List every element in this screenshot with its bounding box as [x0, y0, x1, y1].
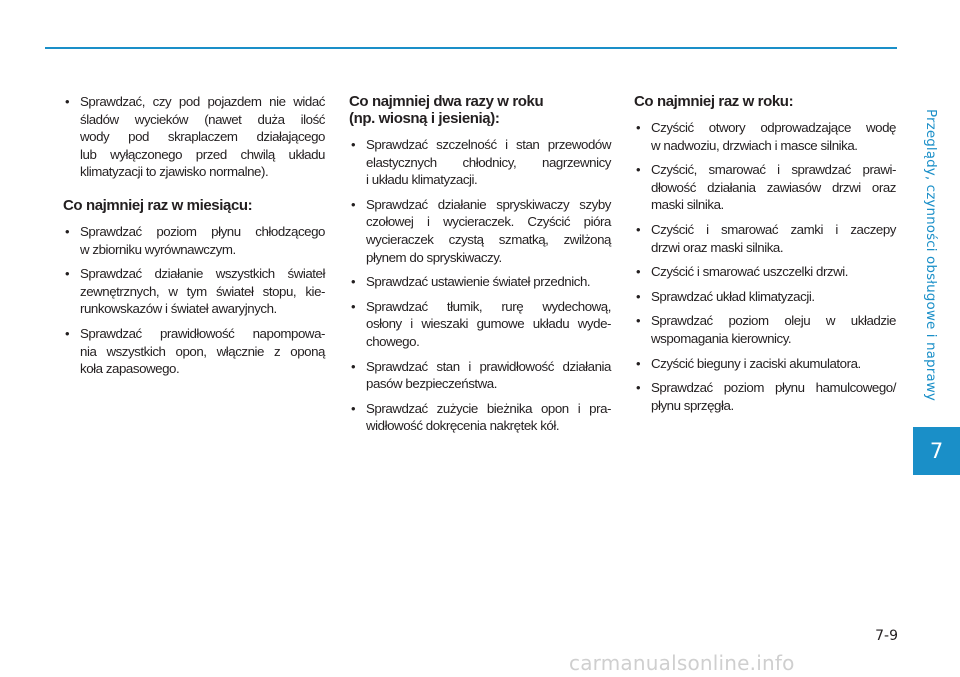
- section-heading-monthly: Co najmniej raz w miesiącu:: [63, 196, 253, 214]
- list-item-line: chowego.: [366, 333, 420, 349]
- list-item: [634, 312, 896, 347]
- list-item-line: śladów wycieków (nawet duża ilość: [80, 111, 325, 127]
- bullet-icon: •: [65, 325, 70, 341]
- list-item-line: Sprawdzać układ klimatyzacji.: [651, 288, 815, 304]
- list-item-line: Czyścić otwory odprowadzające wodę: [651, 120, 896, 135]
- list-item: [63, 223, 325, 258]
- list-item-line: osłony i wieszaki gumowe układu wyde-: [366, 316, 611, 332]
- list-item: [634, 288, 896, 306]
- column-3: [634, 93, 896, 421]
- list-item-line: widłowość dokręcenia nakrętek kół.: [366, 418, 560, 434]
- list-item-line: Sprawdzać ustawienie świateł przednich.: [366, 274, 591, 290]
- list-item: [634, 379, 896, 414]
- list-item-line: Sprawdzać poziom płynu hamulcowego/: [651, 380, 896, 396]
- section-heading-yearly: Co najmniej raz w roku:: [634, 93, 794, 110]
- list-item-line: runkowskazów i świateł awaryjnych.: [80, 301, 277, 317]
- list-item: [349, 358, 611, 393]
- bullet-icon: •: [636, 120, 641, 135]
- bullet-icon: •: [351, 358, 356, 374]
- list-item-line: Czyścić, smarować i sprawdzać prawi-: [651, 162, 896, 178]
- list-item-line: wody pod skraplaczem działającego: [80, 129, 325, 145]
- list-item-line: Czyścić bieguny i zaciski akumulatora.: [651, 355, 861, 371]
- list-item-line: Sprawdzać działanie wszystkich świateł: [80, 266, 325, 282]
- bullet-icon: •: [636, 162, 641, 178]
- list-item-line: Czyścić i smarować zamki i zaczepy: [651, 221, 896, 237]
- list-item: [349, 298, 611, 351]
- heading-line: (np. wiosną i jesienią):: [349, 110, 500, 127]
- list-item: [63, 325, 325, 378]
- bullet-icon: •: [351, 298, 356, 314]
- chapter-title-text: Przeglądy, czynności obsługowe i naprawy: [923, 109, 939, 401]
- list-item-line: Sprawdzać szczelność i stan przewodów: [366, 137, 611, 152]
- list-item-line: płynem do spryskiwaczy.: [366, 249, 502, 265]
- list-item-line: Sprawdzać zużycie bieżnika opon i pra-: [366, 400, 611, 416]
- list-item: [634, 355, 896, 373]
- list-item-line: w nadwoziu, drzwiach i masce silnika.: [651, 137, 858, 153]
- bullet-icon: •: [636, 288, 641, 304]
- list-item-line: elastycznych chłodnicy, nagrzewnicy: [366, 154, 611, 170]
- list-item-line: Sprawdzać poziom oleju w układzie: [651, 313, 896, 329]
- list-item-line: Sprawdzać prawidłowość napompowa-: [80, 325, 325, 341]
- bullet-icon: •: [636, 221, 641, 237]
- top-rule: [45, 47, 897, 49]
- heading-line: Co najmniej dwa razy w roku: [349, 93, 544, 110]
- bullet-icon: •: [351, 137, 356, 152]
- bullet-icon: •: [636, 355, 641, 371]
- list-item-line: klimatyzacji to zjawisko normalne).: [80, 164, 269, 180]
- watermark: carmanualsonline.info: [569, 651, 795, 675]
- list-item: [63, 265, 325, 318]
- list-item-line: Sprawdzać stan i prawidłowość działania: [366, 358, 611, 374]
- list-item-line: płynu sprzęgła.: [651, 397, 734, 413]
- section-heading-twice-yearly: [349, 93, 611, 127]
- bullet-list: [349, 136, 611, 435]
- list-item: [634, 263, 896, 281]
- bullet-icon: •: [351, 400, 356, 416]
- column-1: [63, 93, 325, 385]
- bullet-list: [63, 223, 325, 378]
- list-item-line: maski silnika.: [651, 197, 724, 213]
- list-item-line: pasów bezpieczeństwa.: [366, 376, 497, 392]
- list-item-line: koła zapasowego.: [80, 361, 180, 377]
- page-number: 7-9: [875, 628, 898, 644]
- list-item: [349, 273, 611, 291]
- bullet-list: [63, 93, 325, 181]
- list-item-line: lub wyłączonego przed chwilą układu: [80, 146, 325, 162]
- list-item: [634, 221, 896, 256]
- list-item-line: Czyścić i smarować uszczelki drzwi.: [651, 264, 849, 280]
- list-item: [349, 136, 611, 189]
- list-item-line: zewnętrznych, w tym świateł stopu, kie-: [80, 283, 325, 299]
- list-item-line: dłowość działania zawiasów drzwi oraz: [651, 179, 896, 195]
- list-item-line: czołowej i wycieraczek. Czyścić pióra: [366, 214, 611, 230]
- chapter-side-title: [917, 90, 945, 420]
- list-item: [634, 119, 896, 154]
- bullet-icon: •: [351, 196, 356, 212]
- bullet-list: [634, 119, 896, 414]
- list-item-line: nia wszystkich opon, włącznie z oponą: [80, 343, 325, 359]
- list-item: [634, 161, 896, 214]
- bullet-icon: •: [65, 266, 70, 282]
- list-item-line: wspomagania kierownicy.: [651, 330, 792, 346]
- bullet-icon: •: [636, 313, 641, 329]
- chapter-number: 7: [929, 439, 944, 463]
- list-item: [349, 400, 611, 435]
- bullet-icon: •: [65, 223, 70, 239]
- list-item-line: wycieraczek czystą szmatką, zwilżoną: [366, 231, 611, 247]
- bullet-icon: •: [636, 264, 641, 280]
- list-item-line: Sprawdzać poziom płynu chłodzącego: [80, 223, 325, 239]
- list-item-line: drzwi oraz maski silnika.: [651, 239, 784, 255]
- list-item-line: w zbiorniku wyrównawczym.: [80, 241, 236, 257]
- list-item-line: Sprawdzać tłumik, rurę wydechową,: [366, 298, 611, 314]
- list-item-line: Sprawdzać działanie spryskiwaczy szyby: [366, 196, 611, 212]
- list-item-line: i układu klimatyzacji.: [366, 172, 478, 188]
- bullet-icon: •: [351, 274, 356, 290]
- list-item: [349, 196, 611, 266]
- chapter-tab: [913, 427, 960, 475]
- list-item-line: Sprawdzać, czy pod pojazdem nie widać: [80, 94, 325, 109]
- bullet-icon: •: [636, 380, 641, 396]
- bullet-icon: •: [65, 94, 70, 109]
- column-2: [349, 93, 611, 442]
- list-item: [63, 93, 325, 181]
